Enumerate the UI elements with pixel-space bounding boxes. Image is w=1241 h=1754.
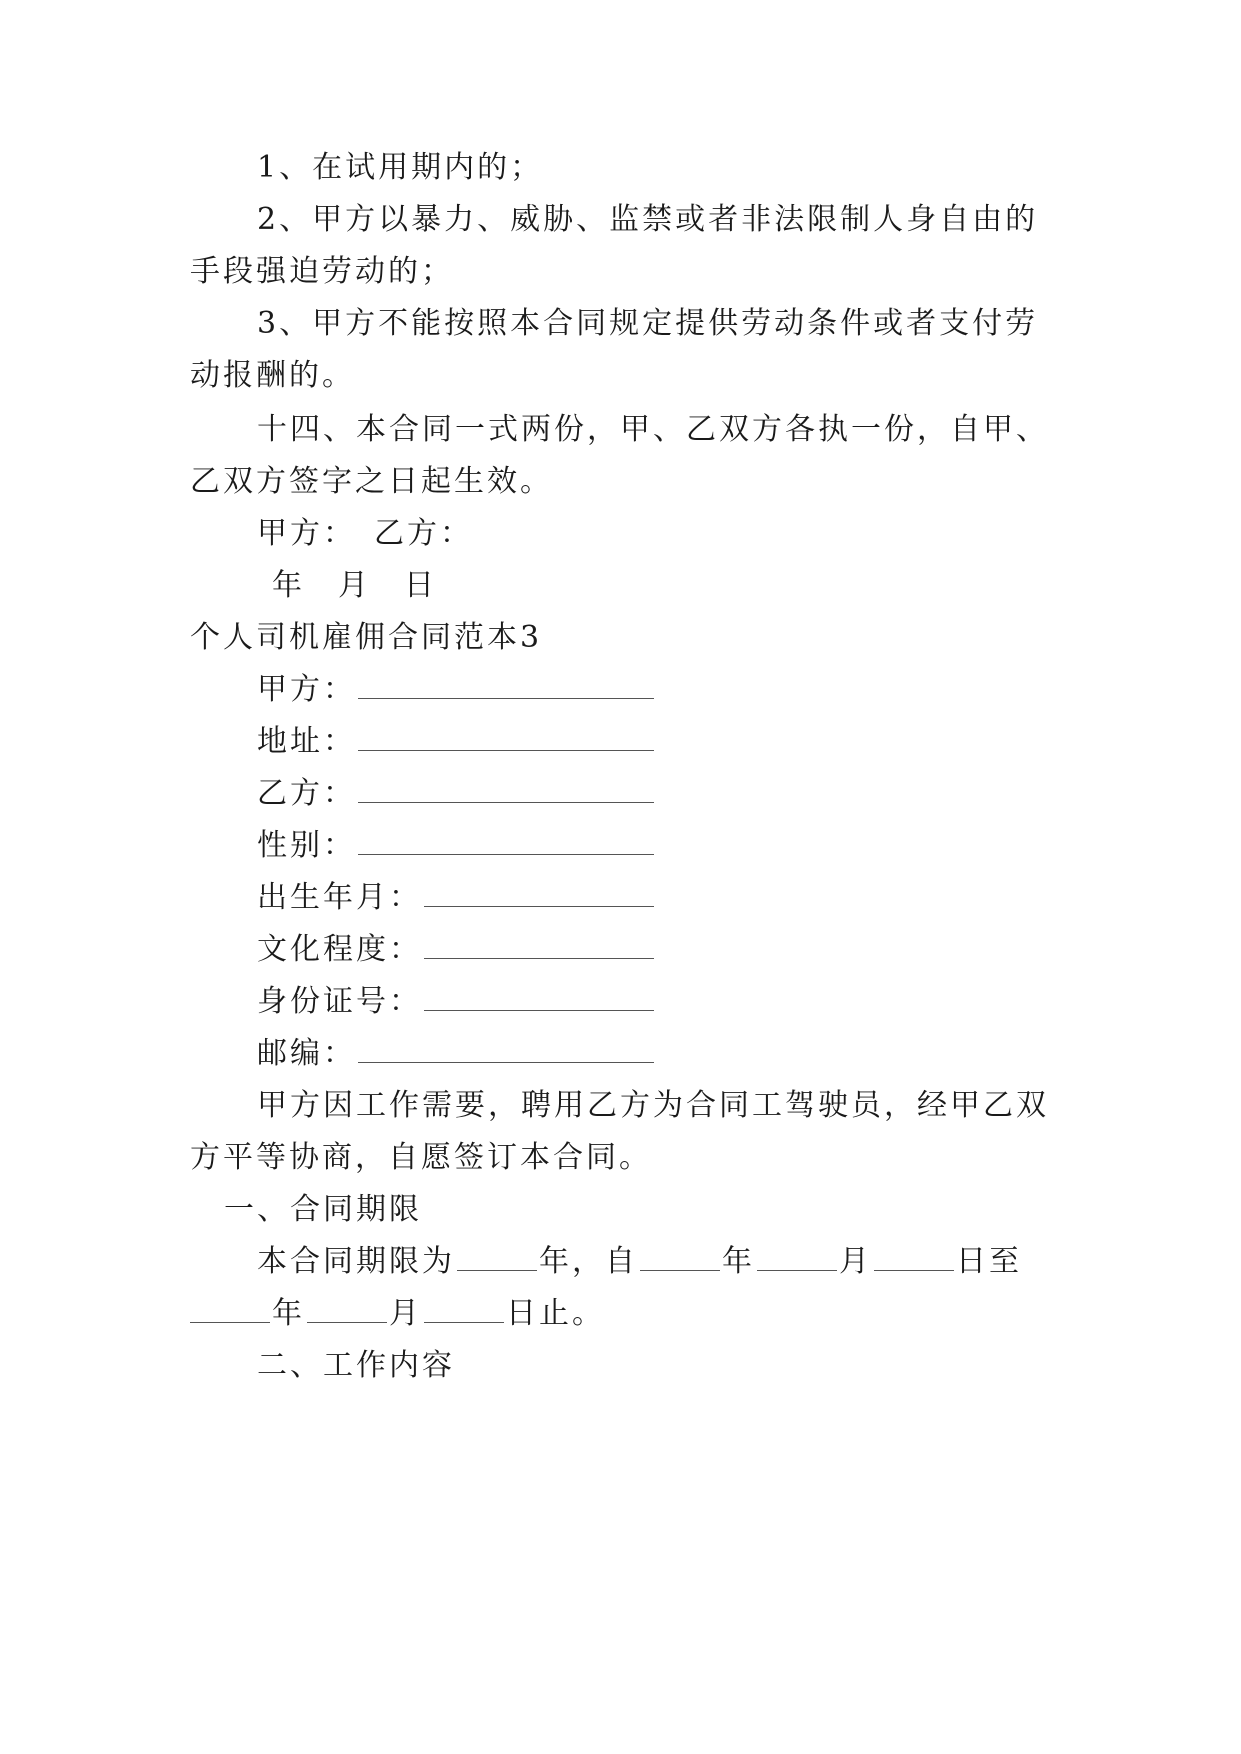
term-month-label: 月 (839, 1244, 872, 1279)
term-end-year-label: 年 (272, 1296, 305, 1331)
blank-start-year[interactable] (640, 1244, 720, 1271)
heading-contract-term: 一、合同期限 (224, 1192, 422, 1227)
term-year-label: 年 (722, 1244, 755, 1279)
field-label: 性别： (257, 828, 356, 863)
term-line-2 (190, 1294, 605, 1334)
term-day-to: 日至 (956, 1244, 1022, 1279)
blank-start-month[interactable] (757, 1244, 837, 1271)
section-title: 个人司机雇佣合同范本3 (190, 620, 543, 655)
field-party-a (257, 670, 654, 710)
field-label: 邮编： (257, 1036, 356, 1071)
field-education (257, 930, 654, 970)
paragraph-item-1: 1、在试用期内的； (257, 150, 544, 185)
blank-end-month[interactable] (307, 1296, 387, 1323)
paragraph-item-3-line-2: 动报酬的。 (190, 358, 355, 393)
clause-14-line-2: 乙双方签字之日起生效。 (190, 464, 553, 499)
blank-input[interactable] (358, 724, 654, 751)
term-end-month-label: 月 (389, 1296, 422, 1331)
clause-14-line-1: 十四、本合同一式两份，甲、乙双方各执一份，自甲、 (257, 412, 1049, 447)
blank-input[interactable] (424, 932, 654, 959)
intro-line-2: 方平等协商，自愿签订本合同。 (190, 1140, 652, 1175)
signature-line: 甲方： 乙方： (257, 516, 473, 551)
field-address (257, 722, 654, 762)
blank-start-day[interactable] (874, 1244, 954, 1271)
paragraph-item-2-line-1: 2、甲方以暴力、威胁、监禁或者非法限制人身自由的 (257, 202, 1039, 237)
term-year-from: 年，自 (539, 1244, 638, 1279)
blank-end-day[interactable] (424, 1296, 504, 1323)
blank-end-year[interactable] (190, 1296, 270, 1323)
field-label: 出生年月： (257, 880, 422, 915)
term-line-1 (257, 1242, 1022, 1282)
blank-input[interactable] (358, 672, 654, 699)
term-day-end: 日止。 (506, 1296, 605, 1331)
blank-years[interactable] (457, 1244, 537, 1271)
field-label: 甲方： (257, 672, 356, 707)
paragraph-item-2-line-2: 手段强迫劳动的； (190, 254, 454, 289)
date-line: 年 月 日 (272, 568, 437, 603)
blank-input[interactable] (358, 1036, 654, 1063)
field-gender (257, 826, 654, 866)
blank-input[interactable] (424, 880, 654, 907)
field-id-number (257, 982, 654, 1022)
field-birth-date (257, 878, 654, 918)
field-label: 身份证号： (257, 984, 422, 1019)
blank-input[interactable] (358, 828, 654, 855)
intro-line-1: 甲方因工作需要，聘用乙方为合同工驾驶员，经甲乙双 (257, 1088, 1049, 1123)
field-postcode (257, 1034, 654, 1074)
paragraph-item-3-line-1: 3、甲方不能按照本合同规定提供劳动条件或者支付劳 (257, 306, 1039, 341)
heading-work-content: 二、工作内容 (257, 1348, 455, 1383)
blank-input[interactable] (424, 984, 654, 1011)
field-label: 文化程度： (257, 932, 422, 967)
blank-input[interactable] (358, 776, 654, 803)
field-label: 乙方： (257, 776, 356, 811)
term-prefix: 本合同期限为 (257, 1244, 455, 1279)
field-party-b (257, 774, 654, 814)
field-label: 地址： (257, 724, 356, 759)
